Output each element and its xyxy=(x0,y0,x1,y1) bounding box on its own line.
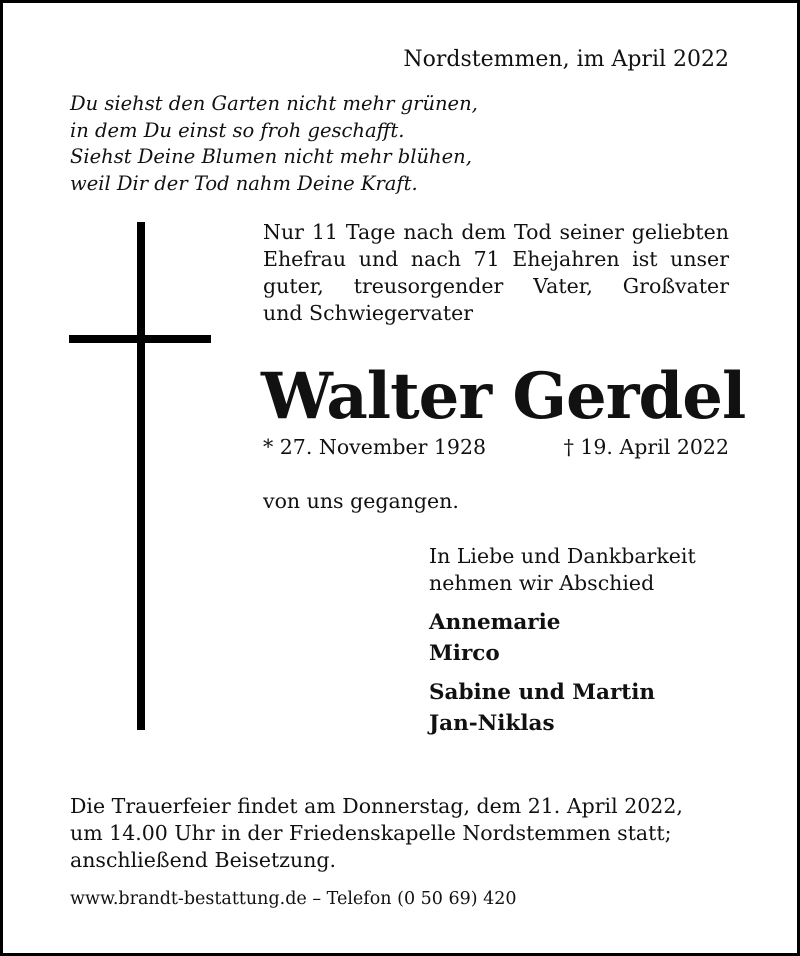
service-line: anschließend Beisetzung. xyxy=(70,848,337,872)
farewell-text xyxy=(429,543,696,596)
mourner-name: Mirco xyxy=(429,641,500,666)
intro-line: und Schwiegervater xyxy=(263,301,474,325)
poem-line: Du siehst den Garten nicht mehr grünen, xyxy=(70,92,478,115)
service-line: um 14.00 Uhr in der Friedenskapelle Nordstemmen statt; xyxy=(70,821,672,845)
cross-icon xyxy=(137,222,145,730)
farewell-line: In Liebe und Dankbarkeit xyxy=(429,544,696,568)
intro-line: guter, treusorgender Vater, Großvater xyxy=(263,274,729,298)
cross-icon-bar xyxy=(69,335,211,343)
mourner-name: Annemarie xyxy=(429,610,561,635)
death-date: † 19. April 2022 xyxy=(563,435,729,459)
farewell-line: nehmen wir Abschied xyxy=(429,570,655,595)
poem-line: in dem Du einst so froh geschafft. xyxy=(70,118,405,142)
intro-text xyxy=(263,219,729,327)
service-info xyxy=(70,793,683,874)
dateline: Nordstemmen, im April 2022 xyxy=(403,47,729,72)
footer-contact: www.brandt-bestattung.de – Telefon (0 50 69) 420 xyxy=(70,889,517,909)
mourners xyxy=(429,607,655,739)
mourner-name: Sabine und Martin xyxy=(429,680,656,705)
life-dates xyxy=(263,435,729,459)
gone-text: von uns gegangen. xyxy=(263,489,459,513)
service-line: Die Trauerfeier findet am Donnerstag, dem 21. April 2022, xyxy=(70,794,683,818)
intro-line: Nur 11 Tage nach dem Tod seiner geliebten xyxy=(263,220,729,244)
intro-line: Ehefrau und nach 71 Ehejahren ist unser xyxy=(263,247,729,271)
mourner-group xyxy=(429,607,655,669)
mourner-group xyxy=(429,677,655,739)
poem-line: Siehst Deine Blumen nicht mehr blühen, xyxy=(70,145,472,168)
poem xyxy=(70,91,478,197)
poem-line: weil Dir der Tod nahm Deine Kraft. xyxy=(70,171,418,195)
mourner-name: Jan-Niklas xyxy=(429,711,555,736)
deceased-name: Walter Gerdel xyxy=(261,359,746,434)
birth-date: * 27. November 1928 xyxy=(263,435,487,459)
